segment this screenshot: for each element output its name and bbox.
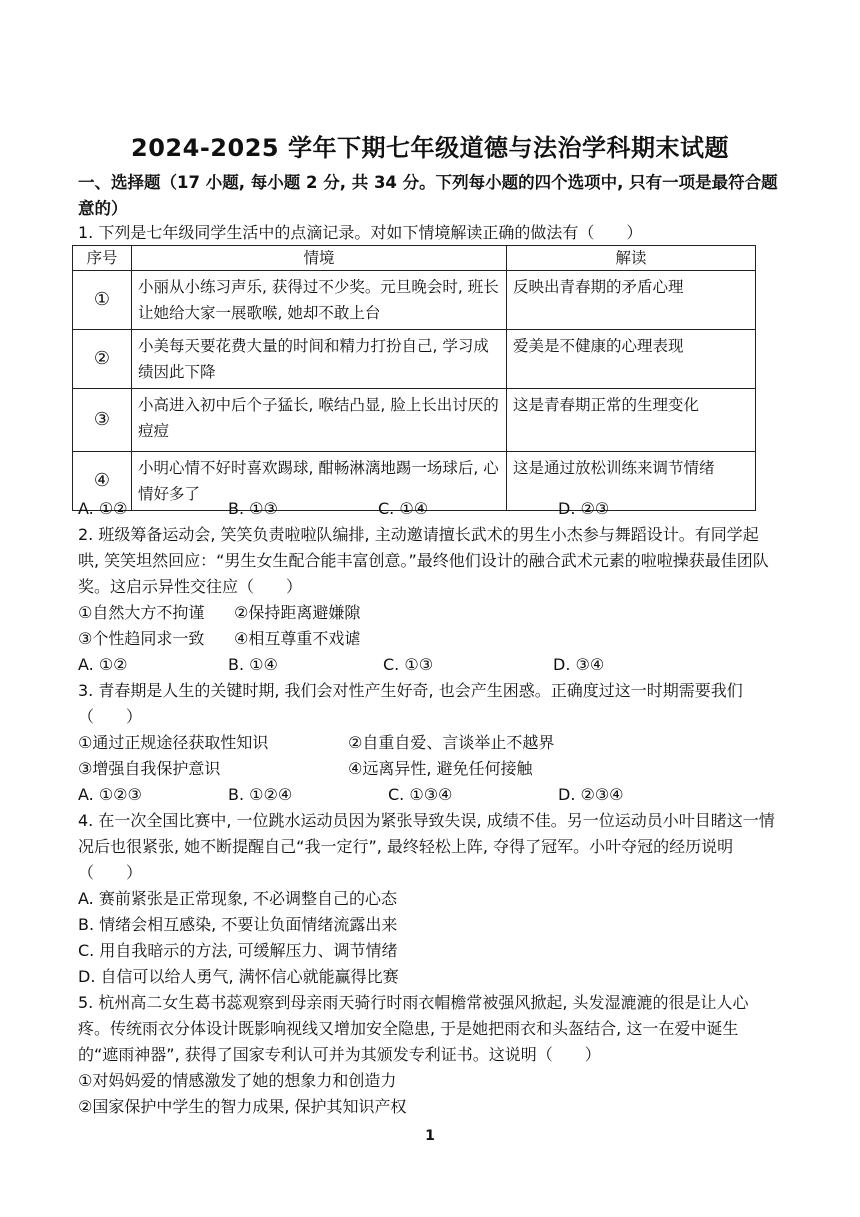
option-b[interactable]: B. ①②④: [228, 785, 293, 804]
option-a[interactable]: A. ①②③: [78, 785, 142, 804]
q3-item-2: ②自重自爱、言谈举止不越界: [348, 733, 555, 752]
q2-options: [78, 652, 778, 678]
option-b[interactable]: B. ①③: [228, 499, 278, 518]
page-number: 1: [425, 1128, 435, 1144]
table-row: [73, 271, 756, 330]
q2-stem: 2. 班级筹备运动会, 笑笑负责啦啦队编排, 主动邀请擅长武术的男生小杰参与舞蹈设计。有同学起哄, 笑笑坦然回应：“男生女生配合能丰富创意。”最终他们设计的融合武术元素的啦啦操获最佳团队奖。这启示异性交往应（ ）: [78, 525, 769, 596]
option-c[interactable]: C. ①③: [383, 655, 434, 674]
q3-item-1: ①通过正规途径获取性知识: [78, 733, 269, 752]
row-reading: 反映出青春期的矛盾心理: [507, 271, 756, 330]
q4-stem: 4. 在一次全国比赛中, 一位跳水运动员因为紧张导致失误, 成绩不佳。另一位运动员小叶目睹这一情况后也很紧张, 她不断提醒自己“我一定行”, 最终轻松上阵, 夺得了冠军。小叶夺冠的经历说明（ ）: [78, 811, 775, 882]
exam-title: 2024-2025 学年下期七年级道德与法治学科期末试题: [131, 134, 729, 162]
q3-options: [78, 782, 778, 808]
q5-stem: 5. 杭州高二女生葛书蕊观察到母亲雨天骑行时雨衣帽檐常被强风掀起, 头发湿漉漉的很是让人心疼。传统雨衣分体设计既影响视线又增加安全隐患, 于是她把雨衣和头盔结合, 这一在爱中诞生的“遮雨神器”, 获得了国家专利认可并为其颁发专利证书。这说明（ ）: [78, 993, 749, 1064]
row-no: ③: [73, 389, 132, 452]
q2-item-2: ②保持距离避嫌隙: [234, 603, 361, 622]
q2-items-row2: [78, 626, 778, 652]
row-no: ①: [73, 271, 132, 330]
row-situation: 小明心情不好时喜欢踢球, 酣畅淋漓地踢一场球后, 心情好多了: [132, 452, 507, 511]
row-situation: 小美每天要花费大量的时间和精力打扮自己, 学习成绩因此下降: [132, 330, 507, 389]
q5-item-2: ②国家保护中学生的智力成果, 保护其知识产权: [78, 1097, 407, 1116]
option-d[interactable]: D. ②③④: [558, 785, 624, 804]
option-d[interactable]: D. 自信可以给人勇气, 满怀信心就能赢得比赛: [78, 967, 399, 986]
option-c[interactable]: C. 用自我暗示的方法, 可缓解压力、调节情绪: [78, 941, 398, 960]
table-header-row: [73, 246, 756, 271]
option-d[interactable]: D. ③④: [553, 655, 605, 674]
q1-stem: 1. 下列是七年级同学生活中的点滴记录。对如下情境解读正确的做法有（ ）: [78, 223, 643, 242]
row-situation: 小高进入初中后个子猛长, 喉结凸显, 脸上长出讨厌的痘痘: [132, 389, 507, 452]
table-row: [73, 389, 756, 452]
q3-item-4: ④远离异性, 避免任何接触: [348, 759, 533, 778]
option-a[interactable]: A. 赛前紧张是正常现象, 不必调整自己的心态: [78, 889, 398, 908]
q2-item-3: ③个性趋同求一致: [78, 629, 205, 648]
row-situation: 小丽从小练习声乐, 获得过不少奖。元旦晚会时, 班长让她给大家一展歌喉, 她却不敢上台: [132, 271, 507, 330]
header-reading: 解读: [507, 246, 756, 271]
q3-items-row1: [78, 730, 778, 756]
q1-table: [72, 245, 756, 511]
header-no: 序号: [73, 246, 132, 271]
q1-options: [78, 496, 778, 522]
row-no: ④: [73, 452, 132, 511]
q5-item-1: ①对妈妈爱的情感激发了她的想象力和创造力: [78, 1071, 397, 1090]
table-row: [73, 330, 756, 389]
row-reading: 这是青春期正常的生理变化: [507, 389, 756, 452]
q2-items-row1: [78, 600, 778, 626]
option-c[interactable]: C. ①④: [378, 499, 429, 518]
option-c[interactable]: C. ①③④: [388, 785, 453, 804]
q3-stem: 3. 青春期是人生的关键时期, 我们会对性产生好奇, 也会产生困惑。正确度过这一时期需要我们（ ）: [78, 681, 743, 726]
row-reading: 爱美是不健康的心理表现: [507, 330, 756, 389]
q2-item-4: ④相互尊重不戏谑: [234, 629, 361, 648]
row-no: ②: [73, 330, 132, 389]
q2-item-1: ①自然大方不拘谨: [78, 603, 205, 622]
option-b[interactable]: B. 情绪会相互感染, 不要让负面情绪流露出来: [78, 915, 398, 934]
section-heading: 一、选择题（17 小题, 每小题 2 分, 共 34 分。下列每小题的四个选项中, 只有一项是最符合题意的）: [78, 173, 778, 218]
option-a[interactable]: A. ①②: [78, 499, 128, 518]
option-a[interactable]: A. ①②: [78, 655, 128, 674]
option-b[interactable]: B. ①④: [228, 655, 278, 674]
row-reading: 这是通过放松训练来调节情绪: [507, 452, 756, 511]
header-situation: 情境: [132, 246, 507, 271]
q3-items-row2: [78, 756, 778, 782]
option-d[interactable]: D. ②③: [558, 499, 610, 518]
q3-item-3: ③增强自我保护意识: [78, 759, 221, 778]
